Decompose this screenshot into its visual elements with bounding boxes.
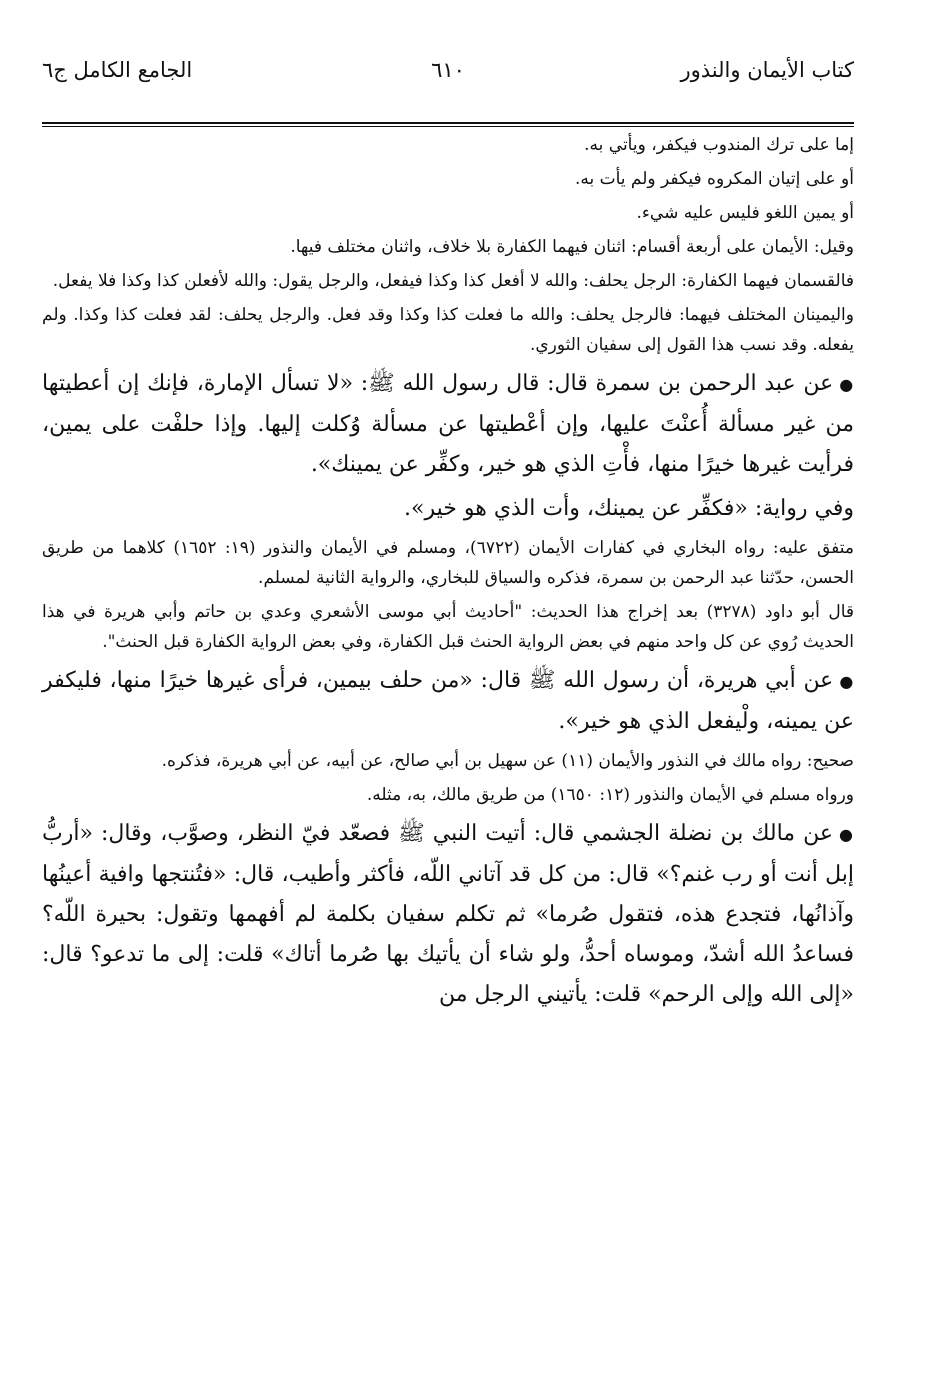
book-title: كتاب الأيمان والنذور bbox=[680, 58, 854, 82]
paragraph-text: إما على ترك المندوب فيكفر، ويأتي به. bbox=[584, 135, 854, 155]
running-header bbox=[42, 54, 854, 94]
paragraph-text: فالقسمان فيهما الكفارة: الرجل يحلف: والله لا أفعل كذا وكذا فيفعل، والرجل يقول: والله لأفعلن كذا وكذا فلا يفعل. bbox=[52, 271, 854, 291]
paragraph-text: متفق عليه: رواه البخاري في كفارات الأيمان (٦٧٢٢)، ومسلم في الأيمان والنذور (١٩: ١٦٥٢) كلاهما من طريق الحسن، حدّثنا عبد الرحمن بن سمرة، فذكره والسياق للبخاري، والرواية الثانية لمسلم. bbox=[42, 538, 855, 588]
header-rule-thin bbox=[42, 126, 854, 127]
text-paragraph bbox=[42, 198, 854, 228]
text-paragraph bbox=[42, 489, 854, 529]
page-body bbox=[42, 130, 854, 1015]
paragraph-text: صحيح: رواه مالك في النذور والأيمان (١١) عن سهيل بن أبي صالح، عن أبيه، عن أبي هريرة، فذكره. bbox=[161, 751, 854, 771]
hadith-paragraph bbox=[42, 814, 854, 1015]
text-paragraph bbox=[42, 533, 854, 593]
paragraph-text: أو على إتيان المكروه فيكفر ولم يأت به. bbox=[574, 169, 854, 189]
document-page bbox=[42, 54, 855, 1007]
text-paragraph bbox=[42, 232, 854, 262]
text-paragraph bbox=[42, 746, 854, 776]
text-paragraph bbox=[42, 597, 854, 657]
paragraph-text: قال أبو داود (٣٢٧٨) بعد إخراج هذا الحديث: "أحاديث أبي موسى الأشعري وعدي بن حاتم وأبي هريرة في هذا الحديث رُوي عن كل واحد منهم في بعض الرواية الحنث قبل الكفارة، وفي بعض الرواية الكفارة قبل الحنث". bbox=[42, 602, 854, 652]
bullet-marker: ● bbox=[839, 825, 855, 844]
page-number: ٦١٠ bbox=[431, 58, 465, 82]
paragraph-text: عن مالك بن نضلة الجشمي قال: أتيت النبي ﷺ فصعّد فيّ النظر، وصوَّب، وقال: «أربُّ إبل أنت أو رب غنم؟» قال: من كل قد آتاني اللّه، فأكثر وأطيب، قال: «فتُنتجها وافية أعينُها وآذانُها، فتجدع هذه، فتقول صُرما» ثم تكلم سفيان بكلمة لم أفهمها وتقول: بحيرة اللّه؟ فساعدُ الله أشدّ، وموساه أحدُّ، ولو شاء أن يأتيك بها صُرما أتاك» قلت: إلى ما تدعو؟ قال: «إلى الله وإلى الرحم» قلت: يأتيني الرجل من bbox=[42, 821, 854, 1007]
paragraph-text: أو يمين اللغو فليس عليه شيء. bbox=[636, 203, 854, 223]
text-paragraph bbox=[42, 780, 854, 810]
text-paragraph bbox=[42, 266, 854, 296]
bullet-marker: ● bbox=[839, 375, 854, 394]
header-rule bbox=[42, 122, 854, 124]
text-paragraph bbox=[42, 130, 854, 160]
paragraph-text: عن عبد الرحمن بن سمرة قال: قال رسول الله ﷺ: «لا تسأل الإمارة، فإنك إن أعطيتها من غير مسألة أُعنْتَ عليها، وإن أعْطيتها عن مسألة وُكلت إليها. وإذا حلفْت على يمين، فرأيت غيرها خيرًا منها، فأْتِ الذي هو خير، وكفِّر عن يمينك». bbox=[42, 371, 854, 477]
bullet-marker: ● bbox=[839, 672, 855, 691]
volume-title: الجامع الكامل ج٦ bbox=[42, 58, 193, 82]
paragraph-text: عن أبي هريرة، أن رسول الله ﷺ قال: «من حلف بيمين، فرأى غيرها خيرًا منها، فليكفر عن يمينه، ولْيفعل الذي هو خير». bbox=[42, 668, 854, 734]
paragraph-text: واليمينان المختلف فيهما: فالرجل يحلف: والله ما فعلت كذا وكذا وقد فعل. والرجل يحلف: لقد فعلت كذا وكذا. ولم يفعله. وقد نسب هذا القول إلى سفيان الثوري. bbox=[42, 305, 854, 355]
paragraph-text: ورواه مسلم في الأيمان والنذور (١٢: ١٦٥٠) من طريق مالك، به، مثله. bbox=[366, 785, 854, 805]
text-paragraph bbox=[42, 300, 854, 360]
paragraph-text: وقيل: الأيمان على أربعة أقسام: اثنان فيهما الكفارة بلا خلاف، واثنان مختلف فيها. bbox=[290, 237, 854, 257]
hadith-paragraph bbox=[42, 661, 854, 742]
hadith-paragraph bbox=[42, 364, 854, 485]
text-paragraph bbox=[42, 164, 854, 194]
paragraph-text: وفي رواية: «فكفِّر عن يمينك، وأت الذي هو خير». bbox=[404, 496, 854, 521]
